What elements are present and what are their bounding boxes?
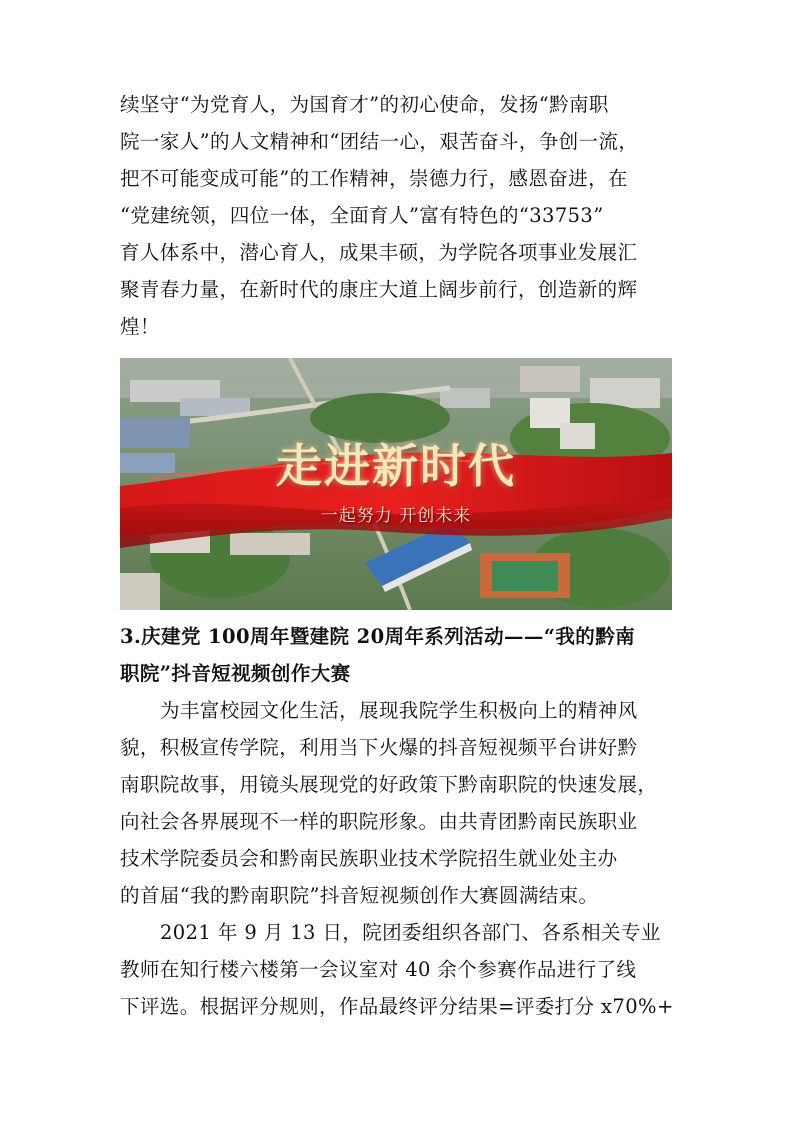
- text-line: 育人体系中，潜心育人，成果丰硕，为学院各项事业发展汇: [120, 241, 638, 264]
- paragraph-2: [120, 692, 680, 914]
- text-line: 南职院故事，用镜头展现党的好政策下黔南职院的快速发展，: [120, 773, 658, 796]
- text-line: 貌，积极宣传学院，利用当下火爆的抖音短视频平台讲好黔: [120, 736, 638, 759]
- heading-line: 职院”抖音短视频创作大赛: [120, 662, 351, 685]
- photo-subtitle: 一起努力 开创未来: [320, 506, 472, 526]
- text-line: 院一家人”的人文精神和“团结一心，艰苦奋斗，争创一流，: [120, 130, 639, 153]
- text-line: 下评选。根据评分规则，作品最终评分结果=评委打分 x70%+: [120, 995, 674, 1018]
- section-heading: [120, 618, 680, 692]
- text-line: 把不可能变成可能”的工作精神，崇德力行，感恩奋进，在: [120, 167, 628, 190]
- text-line: 2021 年 9 月 13 日，院团委组织各部门、各系相关专业: [160, 921, 661, 944]
- text-line: 煌！: [120, 315, 160, 338]
- text-line: 的首届“我的黔南职院”抖音短视频创作大赛圆满结束。: [120, 884, 599, 907]
- text-line: 聚青春力量，在新时代的康庄大道上阔步前行，创造新的辉: [120, 278, 638, 301]
- aerial-campus-photo: [120, 358, 672, 610]
- paragraph-top: [120, 86, 680, 345]
- text-line: 向社会各界展现不一样的职院形象。由共青团黔南民族职业: [120, 810, 638, 833]
- text-line: 技术学院委员会和黔南民族职业技术学院招生就业处主办: [120, 847, 618, 870]
- paragraph-3: [120, 914, 680, 1025]
- text-line: 为丰富校园文化生活，展现我院学生积极向上的精神风: [160, 699, 638, 722]
- text-line: “党建统领，四位一体，全面育人”富有特色的“33753”: [120, 204, 604, 227]
- text-line: 续坚守“为党育人，为国育才”的初心使命，发扬“黔南职: [120, 93, 609, 116]
- photo-title: 走进新时代: [276, 439, 516, 493]
- heading-line: 3.庆建党 100周年暨建院 20周年系列活动——“我的黔南: [120, 625, 635, 648]
- text-line: 教师在知行楼六楼第一会议室对 40 余个参赛作品进行了线: [120, 958, 637, 981]
